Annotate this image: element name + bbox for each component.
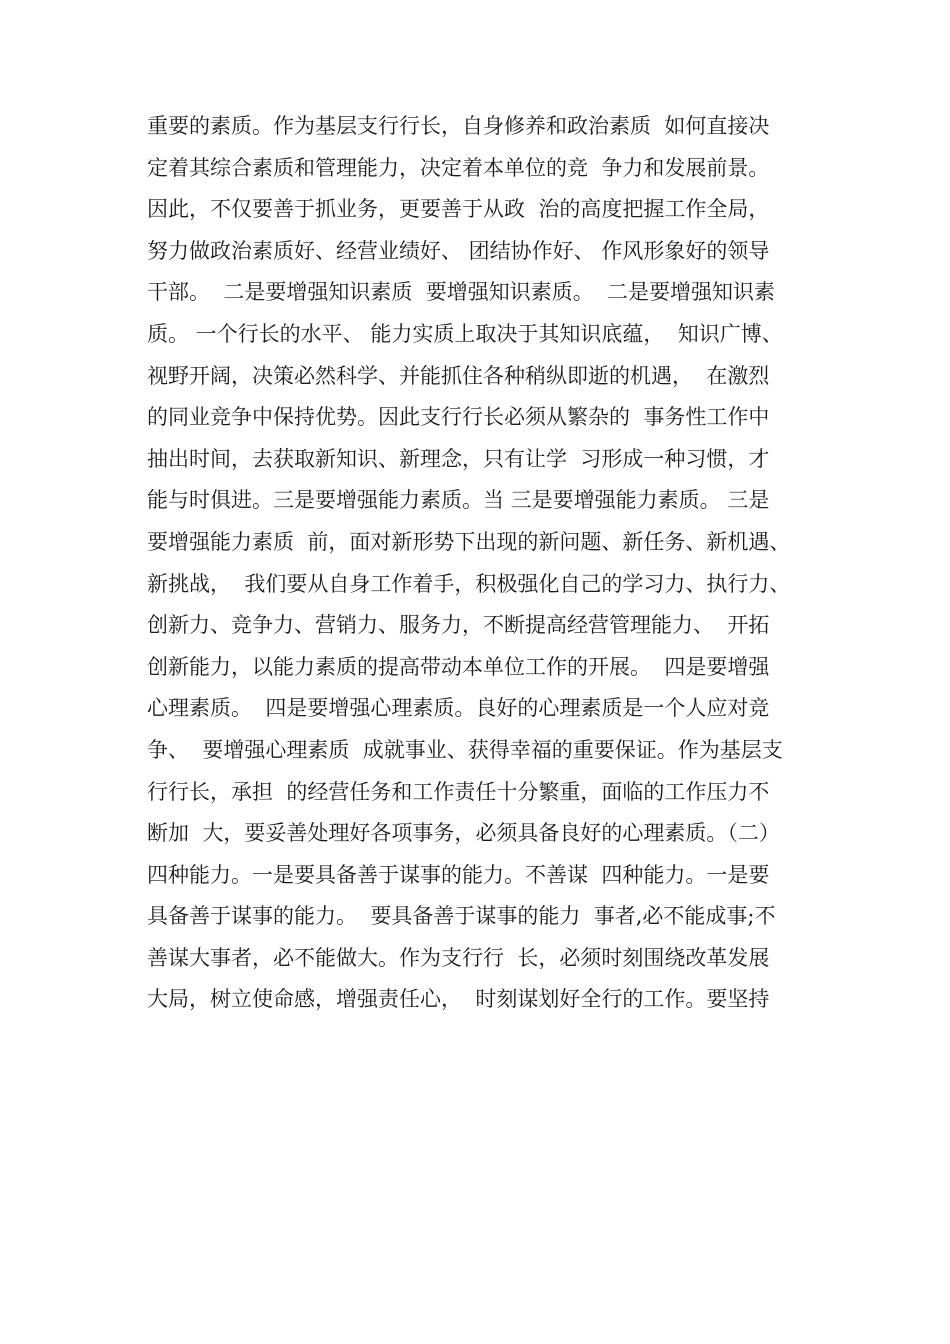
text-line: 新挑战， 我们要从自身工作着手，积极强化自己的学习力、执行力、 — [147, 571, 791, 596]
text-line: 具备善于谋事的能力。 要具备善于谋事的能力 事者,必不能成事;不 — [147, 904, 776, 929]
text-line: 善谋大事者，必不能做大。作为支行行 长，必须时刻围绕改革发展 — [147, 945, 770, 970]
text-line: 质。 一个行长的水平、 能力实质上取决于其知识底蕴， 知识广博、 — [147, 321, 783, 346]
text-line: 要增强能力素质 前，面对新形势下出现的新问题、新任务、新机遇、 — [147, 529, 791, 554]
text-line: 视野开阔，决策必然科学、并能抓住各种稍纵即逝的机遇， 在激烈 — [147, 363, 770, 388]
text-line: 定着其综合素质和管理能力，决定着本单位的竞 争力和发展前景。 — [147, 155, 770, 180]
text-line: 创新能力，以能力素质的提高带动本单位工作的开展。 四是要增强 — [147, 654, 770, 679]
text-line: 干部。 二是要增强知识素质 要增强知识素质。 二是要增强知识素 — [147, 280, 776, 305]
text-line: 重要的素质。作为基层支行行长，自身修养和政治素质 如何直接决 — [147, 114, 770, 138]
text-line: 心理素质。 四是要增强心理素质。良好的心理素质是一个人应对竞 — [147, 696, 770, 721]
text-line: 创新力、竞争力、营销力、服务力，不断提高经营管理能力、 开拓 — [147, 613, 770, 638]
text-line: 努力做政治素质好、经营业绩好、 团结协作好、 作风形象好的领导 — [147, 238, 770, 263]
text-line: 争、 要增强心理素质 成就事业、获得幸福的重要保证。作为基层支 — [147, 737, 783, 762]
text-line: 四种能力。一是要具备善于谋事的能力。不善谋 四种能力。一是要 — [147, 862, 770, 887]
text-line: 断加 大，要妥善处理好各项事务，必须具备良好的心理素质。（二） — [147, 821, 780, 846]
text-line: 行行长，承担 的经营任务和工作责任十分繁重，面临的工作压力不 — [147, 779, 770, 804]
text-line: 抽出时间，去获取新知识、新理念，只有让学 习形成一种习惯，才 — [147, 446, 770, 471]
body-text — [147, 106, 837, 1021]
text-line: 大局，树立使命感，增强责任心， 时刻谋划好全行的工作。要坚持 — [147, 987, 770, 1012]
text-line: 的同业竞争中保持优势。因此支行行长必须从繁杂的 事务性工作中 — [147, 405, 770, 430]
text-line: 因此，不仅要善于抓业务，更要善于从政 治的高度把握工作全局， — [147, 197, 770, 222]
text-line: 能与时俱进。三是要增强能力素质。当 三是要增强能力素质。 三是 — [147, 488, 770, 513]
